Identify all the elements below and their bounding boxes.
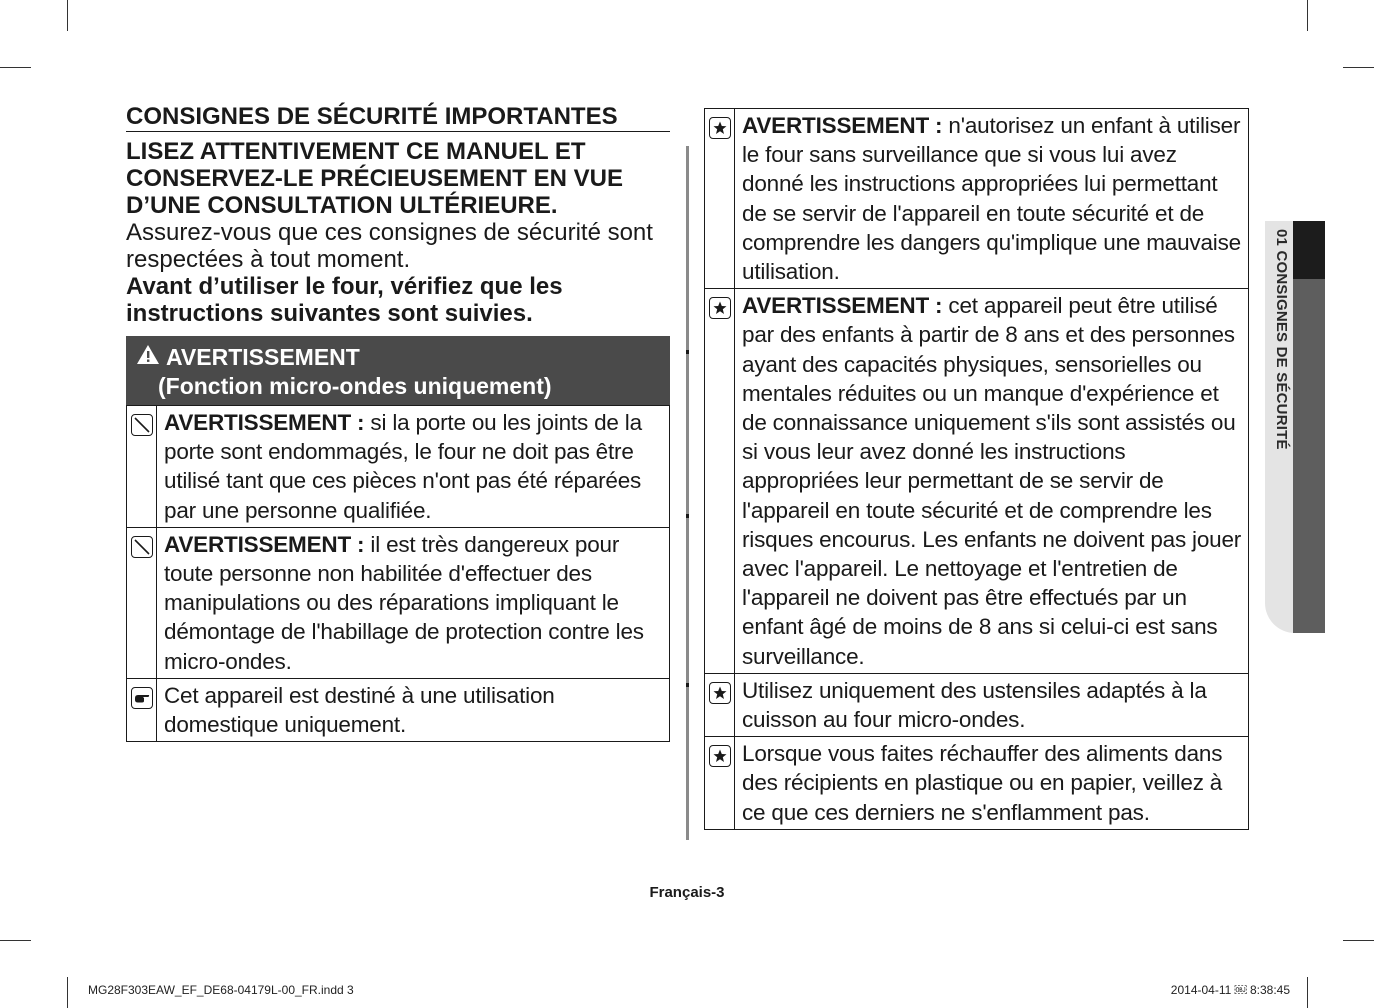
star-icon xyxy=(709,745,731,767)
item-label: AVERTISSEMENT : xyxy=(164,531,365,557)
section-tab-marker xyxy=(1293,221,1325,279)
footer-filename: MG28F303EAW_EF_DE68-04179L-00_FR.indd 3 xyxy=(88,983,354,997)
right-column xyxy=(704,108,1249,830)
intro-bold-text: LISEZ ATTENTIVEMENT CE MANUEL ET CONSERVEZ-LE PRÉCIEUSEMENT EN VUE D’UNE CONSULTATION ULTÉRIEURE. xyxy=(126,138,623,219)
crop-mark xyxy=(1307,977,1308,1008)
prohibited-icon xyxy=(131,536,153,558)
table-row xyxy=(705,289,1249,674)
prohibited-icon xyxy=(131,414,153,436)
star-icon xyxy=(709,682,731,704)
section-tab-strip xyxy=(1293,221,1325,633)
left-column xyxy=(126,103,670,742)
safety-table xyxy=(704,108,1249,830)
table-row xyxy=(127,527,670,678)
warning-subtitle: (Fonction micro-ondes uniquement) xyxy=(158,373,552,399)
item-text: il est très dangereux pour toute personne non habilitée d'effectuer des manipulations ou des réparations impliquant le démontage de l'habillage de protection contre les micro-ondes. xyxy=(164,531,644,674)
page-title: CONSIGNES DE SÉCURITÉ IMPORTANTES xyxy=(126,103,670,132)
item-label: AVERTISSEMENT : xyxy=(742,293,943,319)
pointing-hand-icon xyxy=(131,687,153,709)
item-text: si la porte ou les joints de la porte sont endommagés, le four ne doit pas être utilisé tant que ces pièces n'ont pas été réparées par une personne qualifiée. xyxy=(164,410,642,523)
star-icon xyxy=(709,117,731,139)
warning-triangle-icon xyxy=(136,343,160,372)
crop-mark xyxy=(0,67,31,68)
table-row xyxy=(127,678,670,741)
item-text: n'autorisez un enfant à utiliser le four sans surveillance que si vous lui avez donné les instructions appropriées lui permettant de se servir de l'appareil en toute sécurité et de comprendre les dangers qu'implique une mauvaise utilisation. xyxy=(742,113,1241,285)
item-text: Cet appareil est destiné à une utilisation domestique uniquement. xyxy=(164,682,555,738)
warning-header xyxy=(126,336,670,405)
table-row xyxy=(705,673,1249,736)
divider-mark xyxy=(686,350,689,354)
star-icon xyxy=(709,297,731,319)
intro-bold-instructions: Avant d’utiliser le four, vérifiez que les instructions suivantes sont suivies. xyxy=(126,273,563,327)
intro xyxy=(126,138,670,327)
crop-mark xyxy=(1343,940,1374,941)
crop-mark xyxy=(67,977,68,1008)
section-tab-label: 01 CONSIGNES DE SÉCURITÉ xyxy=(1273,229,1290,450)
intro-regular-text: Assurez-vous que ces consignes de sécurité sont respectées à tout moment. xyxy=(126,219,653,273)
crop-mark xyxy=(67,0,68,31)
item-label: AVERTISSEMENT : xyxy=(742,113,943,138)
crop-mark xyxy=(0,940,31,941)
warning-title: AVERTISSEMENT xyxy=(166,344,360,370)
table-row xyxy=(127,406,670,528)
crop-mark xyxy=(1307,0,1308,31)
item-label: AVERTISSEMENT : xyxy=(164,410,365,435)
table-row xyxy=(705,109,1249,289)
divider-mark xyxy=(686,514,689,518)
column-divider xyxy=(686,146,689,840)
crop-mark xyxy=(1343,67,1374,68)
warning-table xyxy=(126,405,670,742)
table-row xyxy=(705,737,1249,830)
divider-mark xyxy=(686,683,689,687)
footer-timestamp: 2014-04-11 ￼ 8:38:45 xyxy=(1170,983,1290,997)
item-text: Lorsque vous faites réchauffer des aliments dans des récipients en plastique ou en papier, veillez à ce que ces derniers ne s'enflamment pas. xyxy=(742,741,1223,825)
item-text: cet appareil peut être utilisé par des enfants à partir de 8 ans et des personnes ayant des capacités physiques, sensorielles ou mentales réduites ou un manque d'expérience et de connaissance uniquement s'ils sont assistés ou si vous leur avez donné les instructions appropriées leur permettant de se servir de l'appareil en toute sécurité et de comprendre les risques encourus. Les enfants ne doivent pas jouer avec l'appareil. Le nettoyage et l'entretien de l'appareil ne doivent pas être effectués par un enfant âgé de moins de 8 ans si celui-ci est sans surveillance. xyxy=(742,293,1242,669)
page-number: Français-3 xyxy=(649,884,725,901)
item-text: Utilisez uniquement des ustensiles adaptés à la cuisson au four micro-ondes. xyxy=(742,677,1207,733)
